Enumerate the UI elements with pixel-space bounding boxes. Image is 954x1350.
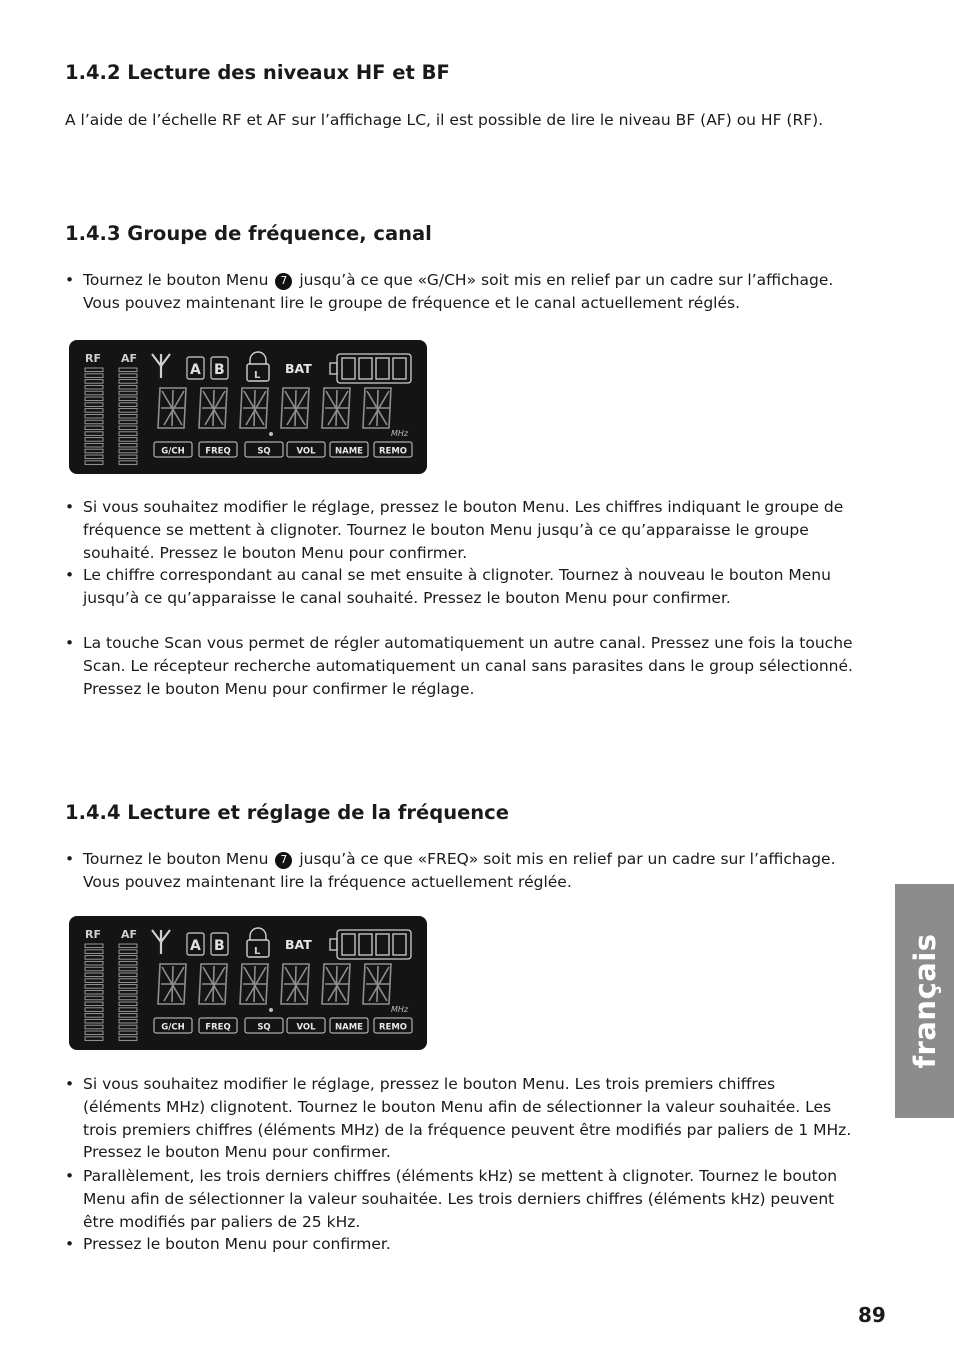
lcd-menu-label: FREQ [205, 446, 231, 457]
rf-label: RF [85, 352, 101, 365]
lock-letter: L [254, 946, 261, 957]
lcd-menu-label: SQ [257, 446, 271, 457]
lcd-menu-label: VOL [296, 446, 316, 457]
section-title-1-4-2: 1.4.2 Lecture des niveaux HF et BF [65, 61, 450, 84]
battery-label: BAT [285, 937, 312, 952]
decimal-point [269, 432, 273, 436]
lcd-menu-label: FREQ [205, 1022, 231, 1033]
diversity-b-indicator: B [214, 362, 225, 378]
diversity-a-indicator: A [190, 362, 201, 378]
menu-knob-number-badge: 7 [275, 852, 292, 869]
language-side-tab: français [895, 884, 954, 1118]
lcd-menu-label: REMO [378, 446, 408, 457]
battery-label: BAT [285, 361, 312, 376]
section-title-1-4-3: 1.4.3 Groupe de fréquence, canal [65, 222, 432, 245]
bullet-channel-change: • Le chiffre correspondant au canal se met ensuite à clignoter. Tournez à nouveau le bouton Menu jusqu’à ce qu’apparaisse le canal souhaité. Pressez le bouton Menu pour confirmer. [65, 564, 855, 610]
lcd-menu-label: G/CH [161, 1022, 185, 1033]
bullet-mhz-change: • Si vous souhaitez modifier le réglage, pressez le bouton Menu. Les trois premiers chiffres (éléments MHz) clignotent. Tournez le bouton Menu afin de sélectionner la valeur souhaitée. Les trois premiers chiffres (éléments MHz) de la fréquence peuvent être modifiés par paliers de 1 MHz. Pressez le bouton Menu pour confirmer. [65, 1073, 855, 1164]
mhz-unit-label: MHz [391, 429, 409, 438]
rf-label: RF [85, 928, 101, 941]
section-title-1-4-4: 1.4.4 Lecture et réglage de la fréquence [65, 801, 509, 824]
lcd-menu-label: REMO [378, 1022, 408, 1033]
af-label: AF [121, 352, 138, 365]
mhz-unit-label: MHz [391, 1005, 409, 1014]
lock-letter: L [254, 370, 261, 381]
bullet-freq-select: • Tournez le bouton Menu 7 jusqu’à ce que «FREQ» soit mis en relief par un cadre sur l’affichage. Vous pouvez maintenant lire la fréquence actuellement réglée. [65, 848, 855, 894]
lcd-menu-label: NAME [335, 1022, 363, 1033]
lcd-menu-label: NAME [335, 446, 363, 457]
bullet-group-change: • Si vous souhaitez modifier le réglage, pressez le bouton Menu. Les chiffres indiquant le groupe de fréquence se mettent à clignoter. Tournez le bouton Menu jusqu’à ce qu’apparaisse le groupe souhaité. Pressez le bouton Menu pour confirmer. [65, 496, 855, 564]
diversity-b-indicator: B [214, 938, 225, 954]
bullet-gch-select: • Tournez le bouton Menu 7 jusqu’à ce que «G/CH» soit mis en relief par un cadre sur l’affichage. Vous pouvez maintenant lire le groupe de fréquence et le canal actuellement réglés. [65, 269, 855, 315]
lcd-display-frequency [69, 916, 427, 1050]
diversity-a-indicator: A [190, 938, 201, 954]
decimal-point [269, 1008, 273, 1012]
af-label: AF [121, 928, 138, 941]
menu-knob-number-badge: 7 [275, 273, 292, 290]
paragraph-levels: A l’aide de l’échelle RF et AF sur l’affichage LC, il est possible de lire le niveau BF (AF) ou HF (RF). [65, 111, 824, 129]
lcd-menu-label: VOL [296, 1022, 316, 1033]
bullet-confirm: • Pressez le bouton Menu pour confirmer. [65, 1233, 855, 1256]
lcd-menu-label: SQ [257, 1022, 271, 1033]
page-number: 89 [858, 1303, 886, 1327]
bullet-khz-change: • Parallèlement, les trois derniers chiffres (éléments kHz) se mettent à clignoter. Tournez le bouton Menu afin de sélectionner la valeur souhaitée. Les trois derniers chiffres (éléments kHz) peuvent être modifiés par paliers de 25 kHz. [65, 1165, 855, 1233]
bullet-scan: • La touche Scan vous permet de régler automatiquement un autre canal. Pressez une fois la touche Scan. Le récepteur recherche automatiquement un canal sans parasites dans le group sélectionné. Pressez le bouton Menu pour confirmer le réglage. [65, 632, 855, 700]
lcd-display-group-channel [69, 340, 427, 474]
lcd-menu-label: G/CH [161, 446, 185, 457]
